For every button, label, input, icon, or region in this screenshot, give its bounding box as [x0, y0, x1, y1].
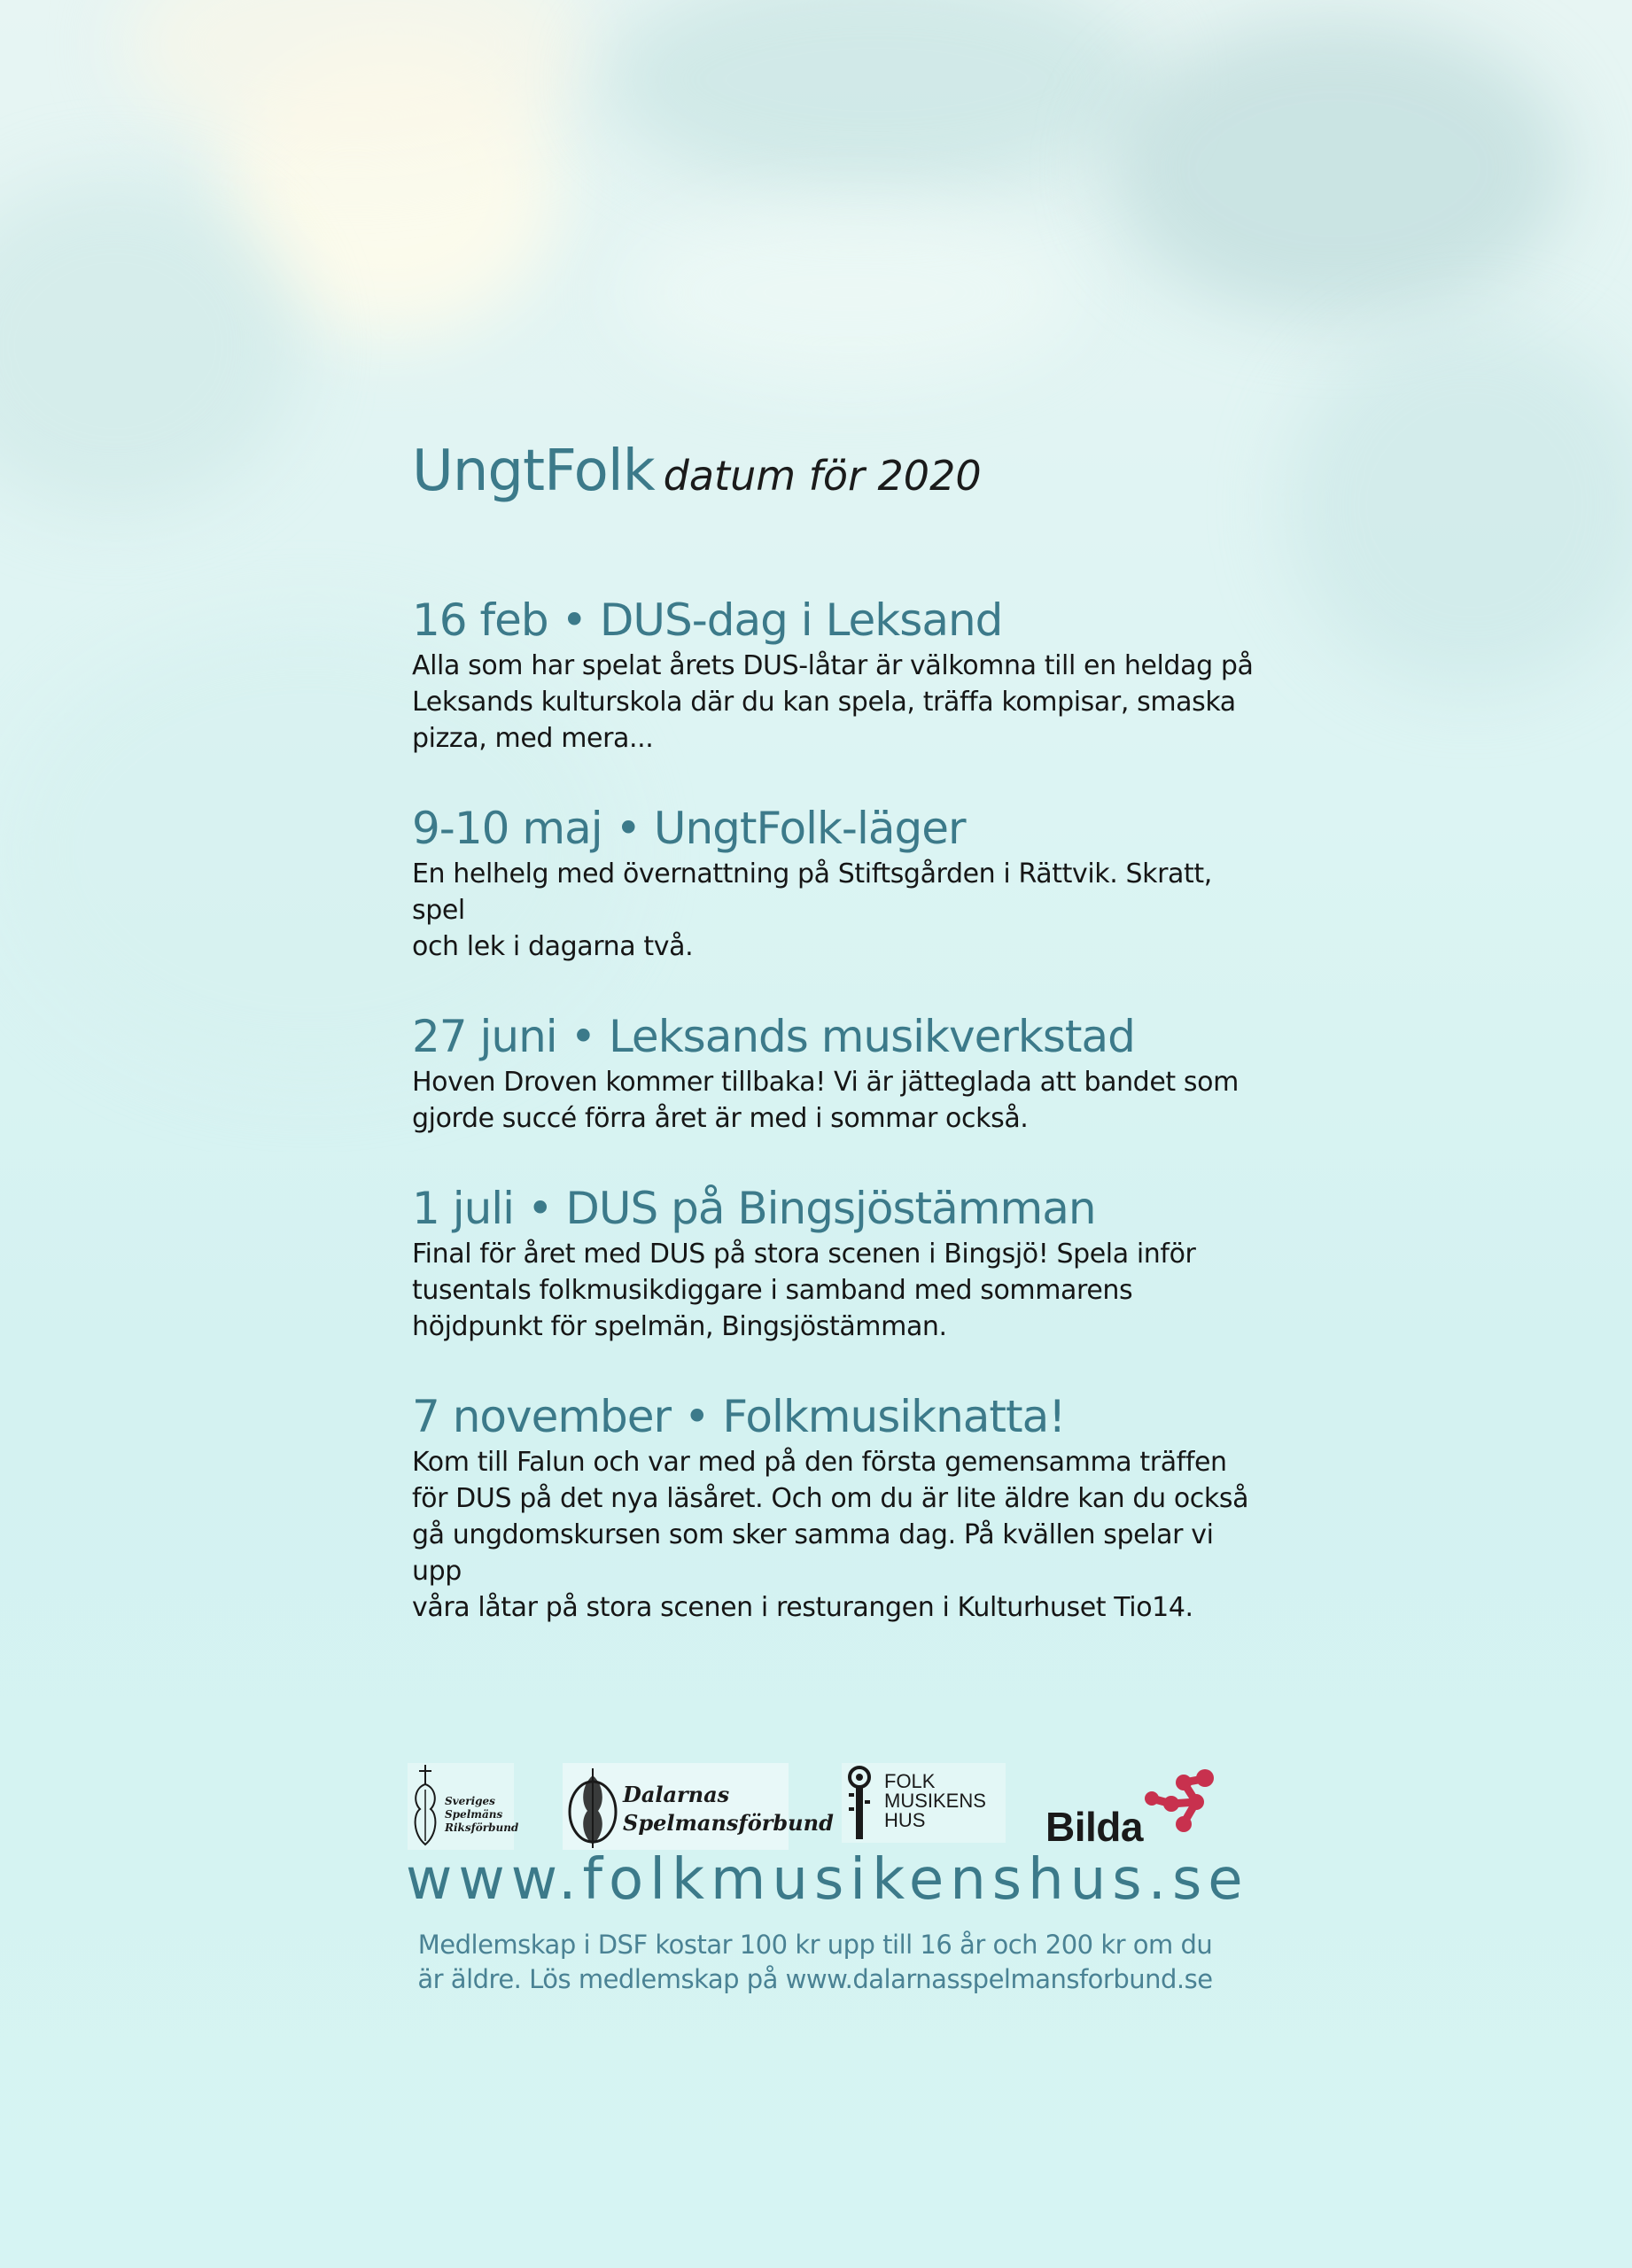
- event-item: [412, 801, 1263, 965]
- event-description: Alla som har spelat årets DUS-låtar är välkomna till en heldag på Leksands kulturskola där du kan spela, träffa kompisar, smaska pizza, med mera...: [412, 650, 1254, 754]
- dsf-logo: Dalarnas Spelmansförbund: [563, 1763, 789, 1850]
- event-item: [412, 1009, 1263, 1137]
- title-subtitle: datum för 2020: [663, 452, 982, 500]
- fiddle-icon: [408, 1763, 443, 1850]
- event-description: En helhelg med övernattning på Stiftsgården i Rättvik. Skratt, spel och lek i dagarna två.: [412, 858, 1212, 962]
- bilda-molecule-icon: [1141, 1763, 1221, 1843]
- event-heading: 1 juli • DUS på Bingsjöstämman: [412, 1183, 1096, 1234]
- folkmusikens-hus-logo: FOLK MUSIKENS HUS: [842, 1763, 1006, 1843]
- schedule: [412, 439, 1263, 1670]
- partner-logos: [408, 1763, 1223, 1852]
- event-heading: 9-10 maj • UngtFolk-läger: [412, 803, 966, 854]
- event-heading: 27 juni • Leksands musikverkstad: [412, 1011, 1135, 1062]
- fiddle-emblem-icon: [563, 1763, 623, 1850]
- fiddle-scroll-icon: [842, 1763, 881, 1843]
- event-item: [412, 1181, 1263, 1345]
- event-description: Final för året med DUS på stora scenen i Bingsjö! Spela inför tusentals folkmusikdiggare i samband med sommarens höjdpunkt för spelmän, Bingsjöstämman.: [412, 1239, 1196, 1342]
- event-description: Kom till Falun och var med på den första gemensamma träffen för DUS på det nya läsåret. Och om du är lite äldre kan du också gå ungdomskursen som sker samma dag. På kvällen spelar vi upp våra låtar på stora scenen i resturangen i Kulturhuset Tio14.: [412, 1447, 1249, 1623]
- event-item: [412, 1389, 1263, 1626]
- event-heading: 16 feb • DUS-dag i Leksand: [412, 594, 1003, 646]
- page-title: [412, 439, 1263, 504]
- ssr-logo: Sveriges Spelmäns Riksförbund: [408, 1763, 514, 1850]
- event-item: [412, 593, 1263, 757]
- event-heading: 7 november • Folkmusiknatta!: [412, 1391, 1066, 1442]
- brand-title: UngtFolk: [412, 439, 655, 504]
- membership-info: Medlemskap i DSF kostar 100 kr upp till 16 år och 200 kr om du är äldre. Lös medlemskap på www.dalarnasspelmansforbund.se: [417, 1930, 1213, 1994]
- event-description: Hoven Droven kommer tillbaka! Vi är jätteglada att bandet som gjorde succé förra året är med i sommar också.: [412, 1067, 1239, 1134]
- bilda-logo: Bilda: [1045, 1763, 1223, 1852]
- website-url: www.folkmusikenshus.se: [406, 1847, 1249, 1913]
